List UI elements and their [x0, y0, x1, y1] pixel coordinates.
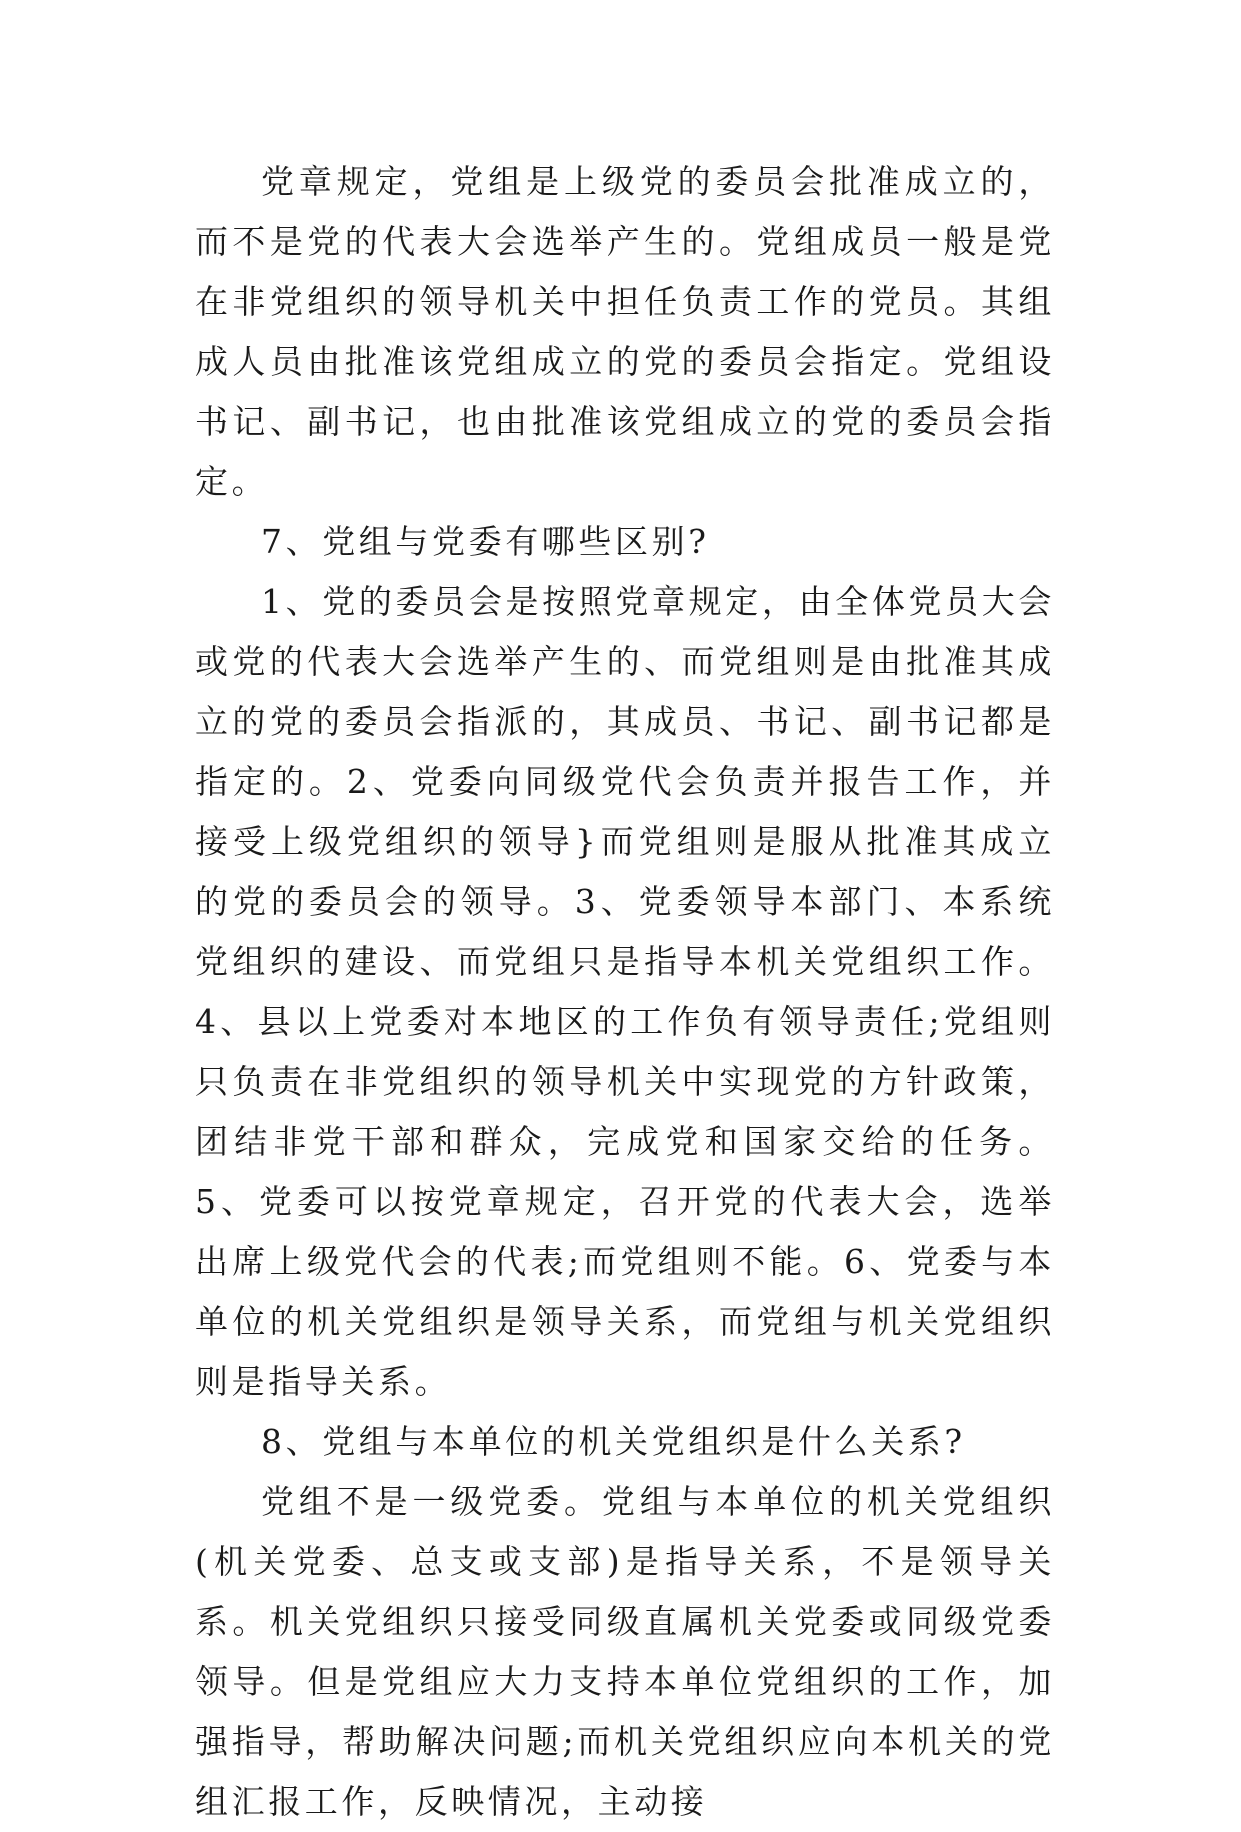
paragraph-party-group-formation: 党章规定，党组是上级党的委员会批准成立的，而不是党的代表大会选举产生的。党组成员一般是党在非党组织的领导机关中担任负责工作的党员。其组成人员由批准该党组成立的党的委员会指定。党组设书记、副书记，也由批准该党组成立的党的委员会指定。 [195, 162, 1055, 501]
document-page [195, 152, 1055, 1832]
question-7-heading: 7、党组与党委有哪些区别? [261, 522, 710, 561]
answer-8-paragraph: 党组不是一级党委。党组与本单位的机关党组织(机关党委、总支或支部)是指导关系，不是领导关系。机关党组织只接受同级直属机关党委或同级党委领导。但是党组应大力支持本单位党组织的工作，加强指导，帮助解决问题;而机关党组织应向本机关的党组汇报工作，反映情况，主动接 [195, 1482, 1055, 1821]
answer-7-paragraph: 1、党的委员会是按照党章规定，由全体党员大会或党的代表大会选举产生的、而党组则是由批准其成立的党的委员会指派的，其成员、书记、副书记都是指定的。2、党委向同级党代会负责并报告工作，并接受上级党组织的领导}而党组则是服从批准其成立的党的委员会的领导。3、党委领导本部门、本系统党组织的建设、而党组只是指导本机关党组织工作。4、县以上党委对本地区的工作负有领导责任;党组则只负责在非党组织的领导机关中实现党的方针政策，团结非党干部和群众，完成党和国家交给的任务。5、党委可以按党章规定，召开党的代表大会，选举出席上级党代会的代表;而党组则不能。6、党委与本单位的机关党组织是领导关系，而党组与机关党组织则是指导关系。 [195, 582, 1055, 1401]
question-8-heading: 8、党组与本单位的机关党组织是什么关系? [261, 1422, 966, 1461]
